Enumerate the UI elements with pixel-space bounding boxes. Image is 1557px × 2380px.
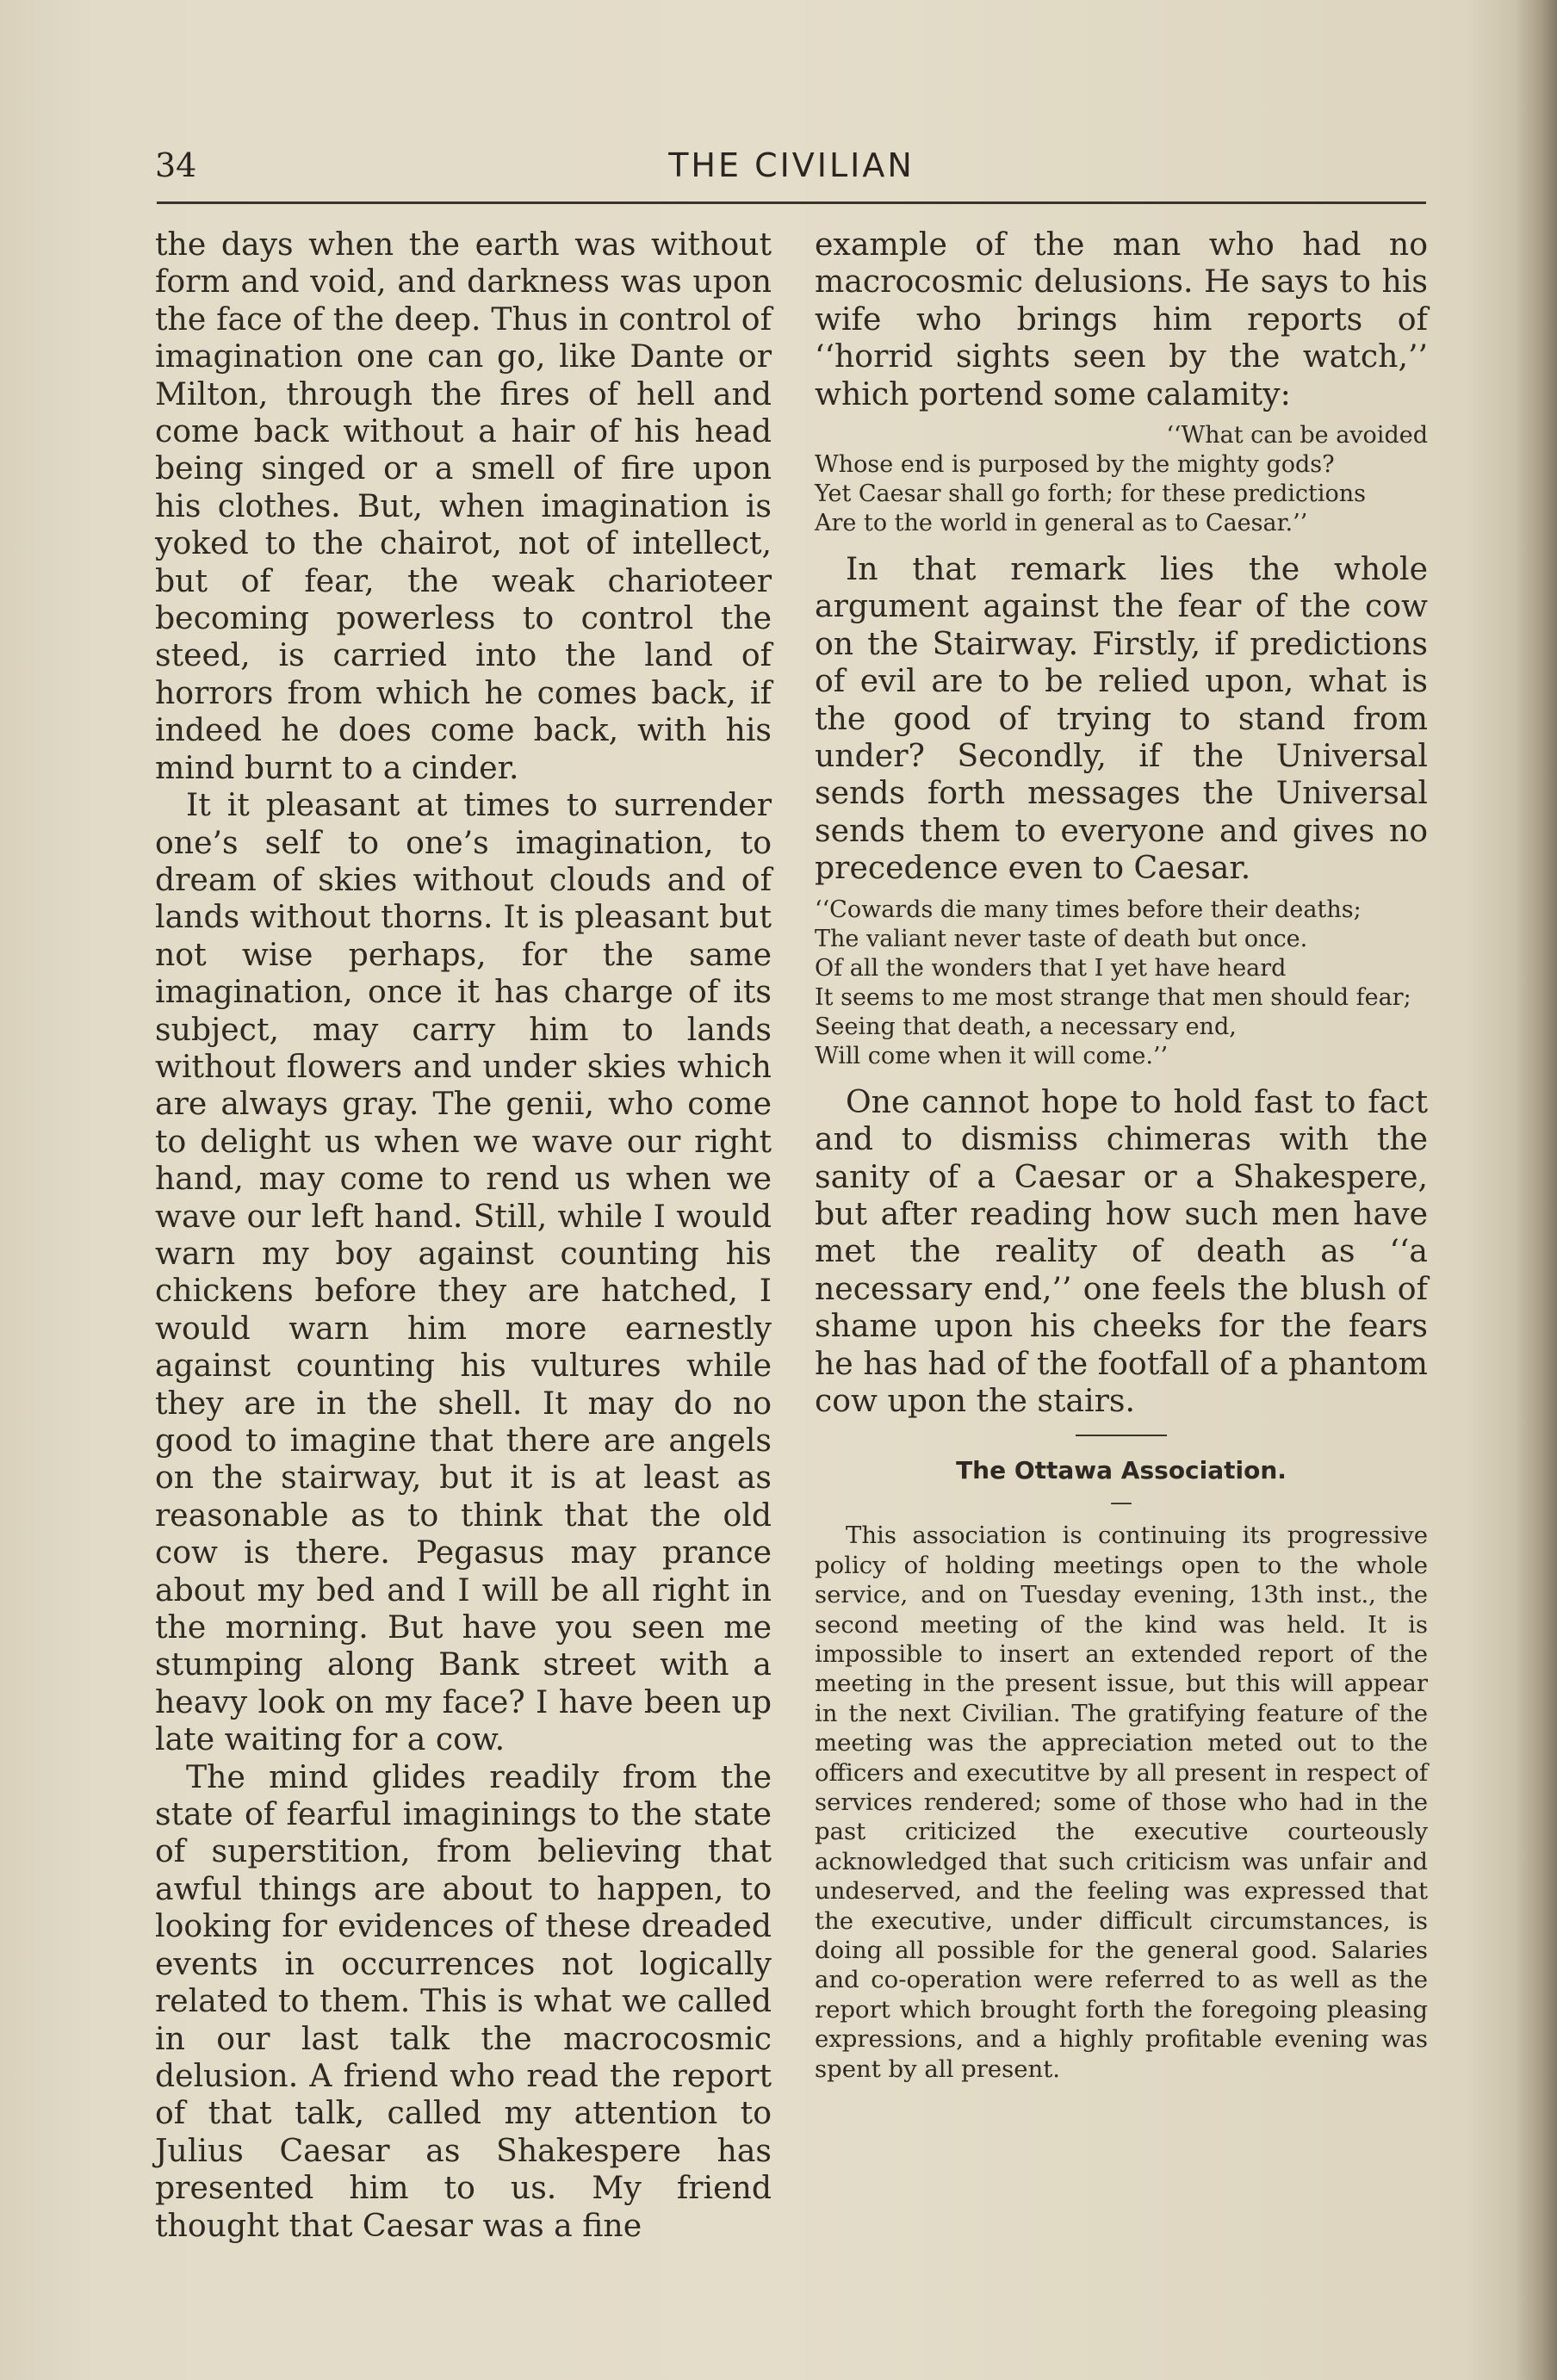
- header-rule: [157, 201, 1426, 204]
- quote-line: It seems to me most strange that men should fear;: [815, 983, 1411, 1011]
- quote-line: Yet Caesar shall go forth; for these predictions: [815, 480, 1367, 508]
- quote-line: Are to the world in general as to Caesar.’’: [815, 510, 1308, 537]
- right-column: [815, 226, 1428, 2084]
- right-paragraph-2: In that remark lies the whole argument against the fear of the cow on the Stairway. Firstly, if predictions of evil are to be relied upon, what is the good of trying to stand from under? Secondly, if the Universal sends forth messages the Universal sends them to everyone and gives no precedence even to Caesar.: [815, 550, 1428, 887]
- page-header: [155, 145, 1428, 196]
- right-paragraph-1: example of the man who had no macrocosmic delusions. He says to his wife who brings him reports of ‘‘horrid sights seen by the watch,’’ which portend some calamity:: [815, 226, 1428, 412]
- quote-line: ‘‘What can be avoided: [1166, 422, 1428, 449]
- quote-line: Will come when it will come.’’: [815, 1042, 1169, 1069]
- right-paragraph-3: One cannot hope to hold fast to fact and to dismiss chimeras with the sanity of a Caesar or a Shakespere, but after reading how such men have met the reality of death as ‘‘a necessary end,’’ one feels the blush of shame upon his cheeks for the fears he has had of the footfall of a phantom cow upon the stairs.: [815, 1082, 1428, 1419]
- left-paragraph-1: the days when the earth was without form and void, and darkness was upon the face of the deep. Thus in control of imagination one can go, like Dante or Milton, through the fires of hell and come back without a hair of his head being singed or a smell of fire upon his clothes. But, when imagination is yoked to the chairot, not of intellect, but of fear, the weak charioteer becoming powerless to control the steed, is carried into the land of horrors from which he comes back, if indeed he does come back, with his mind burnt to a cinder.: [155, 226, 772, 786]
- left-column: [155, 226, 772, 2244]
- quote-line: ‘‘Cowards die many times before their deaths;: [815, 896, 1362, 923]
- left-paragraph-2: It it pleasant at times to surrender one’s self to one’s imagination, to dream of skies without clouds and of lands without thorns. It is pleasant but not wise perhaps, for the same imagination, once it has charge of its subject, may carry him to lands without flowers and under skies which are always gray. The genii, who come to delight us when we wave our right hand, may come to rend us when we wave our left hand. Still, while I would warn my boy against counting his chickens before they are hatched, I would warn him more earnestly against counting his vultures while they are in the shell. It may do no good to imagine that there are angels on the stairway, but it is at least as reasonable as to think that the old cow is there. Pegasus may prance about my bed and I will be all right in the morning. But have you seen me stumping along Bank street with a heavy look on my face? I have been up late waiting for a cow.: [155, 786, 772, 1758]
- left-paragraph-3: The mind glides readily from the state of fearful imaginings to the state of superstition, from believing that awful things are about to happen, to looking for evidences of these dreaded events in occurrences not logically related to them. This is what we called in our last talk the macrocosmic delusion. A friend who read the report of that talk, called my attention to Julius Caesar as Shakespere has presented him to us. My friend thought that Caesar was a fine: [155, 1757, 772, 2244]
- section-dash: —: [1110, 1490, 1132, 1516]
- quote-line: The valiant never taste of death but once.: [815, 925, 1308, 952]
- publication-title: THE CIVILIAN: [668, 146, 915, 184]
- caesar-quote-1: [815, 421, 1428, 538]
- quote-line: Seeing that death, a necessary end,: [815, 1013, 1237, 1040]
- page-edge-shadow: [1516, 0, 1557, 2380]
- section-heading: The Ottawa Association.: [956, 1456, 1287, 1485]
- quote-line: Whose end is purposed by the mighty gods?: [815, 451, 1335, 479]
- section-body: This association is continuing its progressive policy of holding meetings open to the whole service, and on Tuesday evening, 13th inst., the second meeting of the kind was held. It is impossible to insert an extended report of the meeting in the present issue, but this will appear in the next Civilian. The gratifying feature of the meeting was the appreciation meted out to the officers and executitve by all present in respect of services rendered; some of those who had in the past criticized the executive courteously acknowledged that such criticism was unfair and undeserved, and the feeling was expressed that the executive, under difficult circumstances, is doing all possible for the general good. Salaries and co-operation were referred to as well as the report which brought forth the foregoing pleasing expressions, and a highly profitable evening was spent by all present.: [815, 1522, 1428, 2083]
- caesar-quote-2: [815, 896, 1428, 1071]
- page-number: 34: [155, 146, 197, 184]
- section-divider: [1076, 1435, 1167, 1436]
- quote-line: Of all the wonders that I yet have heard: [815, 954, 1287, 982]
